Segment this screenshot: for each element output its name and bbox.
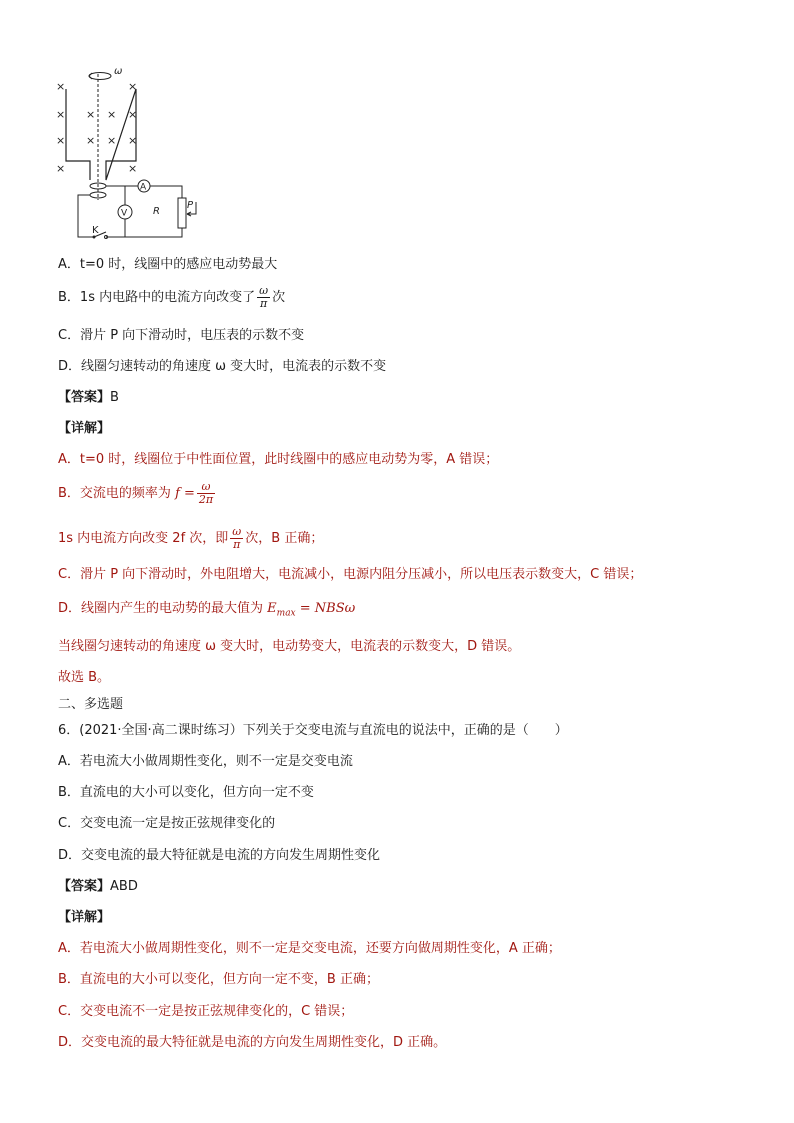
q5-option-b-suffix: 次 <box>272 290 286 305</box>
field-cross: × <box>128 162 138 175</box>
q5-explain-d <box>58 600 355 623</box>
emf-symbol: E <box>267 601 277 616</box>
fraction-numerator: ω <box>197 481 215 494</box>
fraction-denominator: π <box>233 538 241 551</box>
fraction-denominator: 2π <box>198 493 214 506</box>
field-cross: × <box>128 134 138 147</box>
q5-explain-b2 <box>58 524 323 554</box>
q6-explain-a: A．若电流大小做周期性变化，则不一定是交变电流，还要方向做周期性变化，A 正确； <box>58 941 561 956</box>
q5-explain-b <box>58 479 217 509</box>
field-cross: × <box>56 134 66 147</box>
field-cross: × <box>107 134 117 147</box>
resistor-label: R <box>153 206 160 217</box>
q5-option-b-fraction <box>257 285 270 310</box>
direction-change-fraction <box>230 526 243 551</box>
q5-option-b <box>58 284 285 312</box>
voltmeter-label: V <box>121 208 128 219</box>
answer-label: 【答案】 <box>58 390 111 405</box>
omega-label: ω <box>114 66 123 77</box>
q5-option-c: C．滑片 P 向下滑动时，电压表的示数不变 <box>58 328 305 343</box>
q6-option-c: C．交变电流一定是按正弦规律变化的 <box>58 816 276 831</box>
q6-option-d: D．交变电流的最大特征就是电流的方向发生周期性变化 <box>58 848 381 863</box>
field-cross: × <box>128 80 138 93</box>
q5-explain-a: A．t=0 时，线圈位于中性面位置，此时线圈中的感应电动势为零，A 错误； <box>58 452 499 467</box>
slider-label: P <box>187 200 194 211</box>
q6-explain-d: D．交变电流的最大特征就是电流的方向发生周期性变化，D 正确。 <box>58 1035 447 1050</box>
generator-circuit-diagram <box>50 62 200 247</box>
field-cross: × <box>86 134 96 147</box>
field-cross: × <box>86 108 96 121</box>
field-cross: × <box>56 80 66 93</box>
q5-explain-b2-text: 1s 内电流方向改变 2f 次，即 <box>58 531 229 546</box>
q5-explain-d2: 当线圈匀速转动的角速度 ω 变大时，电动势变大，电流表的示数变大，D 错误。 <box>58 639 521 654</box>
q6-option-b: B．直流电的大小可以变化，但方向一定不变 <box>58 785 314 800</box>
q6-option-a: A．若电流大小做周期性变化，则不一定是交变电流 <box>58 754 353 769</box>
frequency-symbol: f = <box>175 486 195 501</box>
field-cross: × <box>56 108 66 121</box>
switch-label: K <box>92 225 99 236</box>
field-cross: × <box>107 108 117 121</box>
q6-detail-label: 【详解】 <box>58 910 111 925</box>
q6-explain-c: C．交变电流不一定是按正弦规律变化的，C 错误； <box>58 1004 354 1019</box>
q6-explain-b: B．直流电的大小可以变化，但方向一定不变，B 正确； <box>58 972 379 987</box>
q5-explain-b-text: B．交流电的频率为 <box>58 486 176 501</box>
q6-answer <box>58 878 138 896</box>
answer-value: B <box>110 390 119 405</box>
q6-stem: 6．(2021·全国·高二课时练习）下列关于交变电流与直流电的说法中，正确的是（ ） <box>58 723 568 738</box>
frequency-fraction <box>197 481 215 506</box>
fraction-denominator: π <box>259 297 268 310</box>
fraction-numerator: ω <box>232 525 242 538</box>
q5-detail-label: 【详解】 <box>58 421 111 436</box>
q5-option-d: D．线圈匀速转动的角速度 ω 变大时，电流表的示数不变 <box>58 359 387 374</box>
answer-label: 【答案】 <box>58 879 111 894</box>
field-cross: × <box>128 108 138 121</box>
q5-answer <box>58 389 119 407</box>
ammeter-label: A <box>140 182 147 193</box>
q5-option-a: A．t=0 时，线圈中的感应电动势最大 <box>58 257 278 272</box>
section-heading: 二、多选题 <box>58 697 124 712</box>
emf-subscript: max <box>276 608 296 619</box>
q5-option-b-text: B．1s 内电路中的电流方向改变了 <box>58 290 256 305</box>
emf-formula: = NBSω <box>295 601 356 616</box>
q5-explain-c: C．滑片 P 向下滑动时，外电阻增大，电流减小，电源内阻分压减小，所以电压表示数变大，C 错误； <box>58 567 643 582</box>
answer-value: ABD <box>110 879 138 894</box>
q5-explain-d-text: D．线圈内产生的电动势的最大值为 <box>58 601 268 616</box>
fraction-numerator: ω <box>259 284 269 297</box>
q5-conclusion: 故选 B。 <box>58 670 111 685</box>
field-cross: × <box>56 162 66 175</box>
q5-explain-b2-suffix: 次，B 正确； <box>245 531 324 546</box>
